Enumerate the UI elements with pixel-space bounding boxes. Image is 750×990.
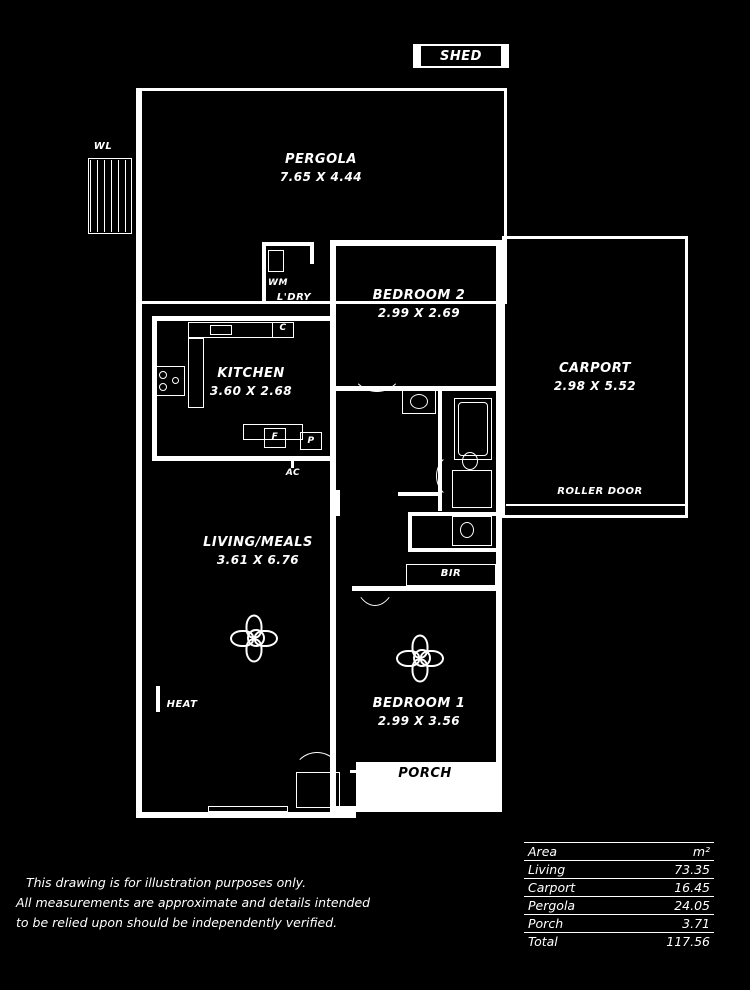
table-row bbox=[524, 897, 714, 915]
bath-inner bbox=[458, 402, 488, 456]
wall-laundry-west bbox=[262, 242, 266, 304]
entry-door-swing bbox=[292, 752, 342, 802]
bedroom1-name: BEDROOM 1 bbox=[372, 696, 466, 711]
wall-bed-wing-north bbox=[336, 240, 502, 246]
kitchen-cooktop bbox=[210, 325, 232, 335]
table-row bbox=[524, 915, 714, 933]
kitchen-bench-west bbox=[188, 338, 204, 408]
table-row-total bbox=[524, 933, 714, 951]
wl-hatching bbox=[90, 160, 130, 232]
carport-outline bbox=[502, 236, 688, 518]
bedroom1-dim: 2.99 X 3.56 bbox=[377, 714, 461, 728]
roller-door-label: ROLLER DOOR bbox=[557, 486, 643, 497]
wall-wc-north bbox=[408, 512, 498, 516]
wall-laundry-north bbox=[262, 242, 314, 246]
living-window-bottom bbox=[208, 806, 288, 812]
ac-tick bbox=[291, 461, 294, 468]
wm-label: WM bbox=[268, 278, 288, 288]
pergola-dim: 7.65 X 4.44 bbox=[279, 170, 363, 184]
wall-bed-wing-east bbox=[496, 240, 502, 812]
area-table-header-row bbox=[524, 843, 714, 861]
shed-label-box bbox=[419, 44, 503, 68]
roller-door-line bbox=[506, 504, 688, 506]
fridge-label: F bbox=[271, 432, 279, 442]
hall-door-swing-1 bbox=[352, 532, 398, 606]
bed2-door-swing bbox=[350, 338, 404, 392]
shed-connector-left bbox=[413, 44, 419, 68]
area-row-name: Porch bbox=[524, 915, 636, 933]
wc-bowl bbox=[460, 522, 474, 538]
area-header-unit: m² bbox=[636, 843, 714, 861]
kitchen-sink bbox=[155, 366, 185, 396]
wall-wc-west bbox=[408, 512, 412, 552]
wall-bath-south bbox=[398, 492, 442, 496]
disclaimer-line-2: All measurements are approximate and details intended bbox=[16, 895, 371, 910]
bedroom2-name: BEDROOM 2 bbox=[372, 288, 466, 303]
bir-label: BIR bbox=[440, 568, 462, 579]
area-header-label: Area bbox=[524, 843, 636, 861]
area-row-value: 24.05 bbox=[636, 897, 714, 915]
area-row-value: 3.71 bbox=[636, 915, 714, 933]
wall-laundry-east bbox=[310, 242, 314, 264]
wall-kitchen-north bbox=[152, 316, 336, 321]
living-dim: 3.61 X 6.76 bbox=[216, 553, 300, 567]
pantry-label: P bbox=[307, 436, 315, 446]
ceiling-fan-bedroom1 bbox=[392, 628, 448, 684]
carport-name: CARPORT bbox=[559, 361, 631, 376]
basin-bowl bbox=[410, 394, 428, 409]
shed-label: SHED bbox=[440, 48, 482, 64]
cupboard-label: C bbox=[279, 323, 287, 333]
wall-wc-south bbox=[408, 548, 498, 552]
sink-tap bbox=[172, 377, 179, 384]
area-row-value: 73.35 bbox=[636, 861, 714, 879]
area-row-value: 117.56 bbox=[636, 933, 714, 951]
wall-kitchen-south bbox=[152, 456, 336, 461]
heat-marker bbox=[156, 686, 160, 712]
exterior-wall-left bbox=[136, 88, 142, 818]
exterior-wall-bottom-living bbox=[136, 812, 356, 818]
area-table bbox=[524, 842, 714, 950]
table-row bbox=[524, 861, 714, 879]
ceiling-fan-living bbox=[226, 608, 282, 664]
pergola-outline bbox=[136, 88, 507, 304]
ac-label: AC bbox=[285, 468, 301, 478]
pergola-name: PERGOLA bbox=[285, 152, 357, 167]
hall-wall-stub bbox=[336, 490, 340, 516]
table-row bbox=[524, 879, 714, 897]
carport-dim: 2.98 X 5.52 bbox=[553, 379, 637, 393]
wall-bed1-north bbox=[352, 586, 502, 591]
sink-bowl-1 bbox=[159, 371, 167, 379]
laundry-label: L'DRY bbox=[276, 292, 312, 303]
disclaimer-line-3: to be relied upon should be independently verified. bbox=[16, 915, 338, 930]
kitchen-name: KITCHEN bbox=[217, 366, 285, 381]
area-row-name: Total bbox=[524, 933, 636, 951]
area-row-name: Living bbox=[524, 861, 636, 879]
living-name: LIVING/MEALS bbox=[203, 535, 313, 550]
wl-label: WL bbox=[93, 141, 113, 152]
heat-label: HEAT bbox=[166, 699, 198, 710]
kitchen-dim: 3.60 X 2.68 bbox=[209, 384, 293, 398]
shed-connector-right bbox=[503, 44, 509, 68]
area-row-name: Pergola bbox=[524, 897, 636, 915]
porch-arrow bbox=[350, 770, 364, 773]
area-row-name: Carport bbox=[524, 879, 636, 897]
laundry-trough bbox=[268, 250, 284, 272]
porch-label: PORCH bbox=[398, 766, 452, 781]
disclaimer-line-1: This drawing is for illustration purposes only. bbox=[26, 875, 307, 890]
bedroom2-dim: 2.99 X 2.69 bbox=[377, 306, 461, 320]
sink-bowl-2 bbox=[159, 383, 167, 391]
bath-door-swing bbox=[436, 452, 484, 500]
area-row-value: 16.45 bbox=[636, 879, 714, 897]
wall-central-spine bbox=[330, 240, 336, 812]
